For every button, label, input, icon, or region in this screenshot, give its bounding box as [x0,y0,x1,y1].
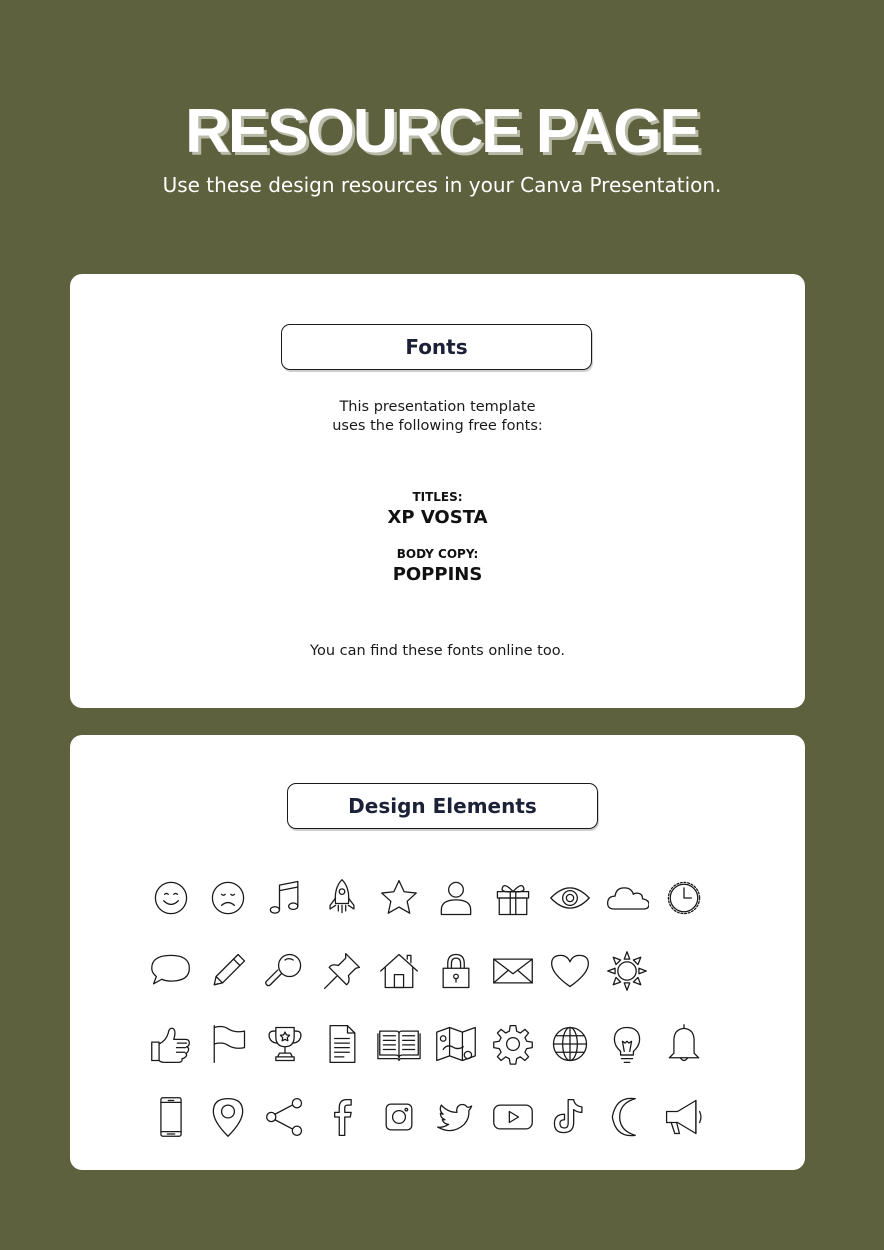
twitter-icon [427,1080,484,1153]
fonts-heading: Fonts [281,324,592,370]
thumbs-up-icon [142,1007,199,1080]
fonts-intro-line1: This presentation template [339,399,536,415]
body-copy-label: BODY COPY: [396,547,479,561]
smile-icon [142,861,199,934]
icon-grid [142,861,742,1153]
titles-font-name: XP VOSTA [387,507,488,528]
design-elements-card [70,735,805,1170]
speech-bubble-icon [142,934,199,1007]
sad-icon [199,861,256,934]
instagram-icon [370,1080,427,1153]
location-pin-icon [199,1080,256,1153]
home-icon [370,934,427,1007]
fonts-intro-line2: uses the following free fonts: [332,418,543,434]
sun-icon [598,934,655,1007]
page-title: RESOURCE PAGE [185,97,699,166]
eye-icon [541,861,598,934]
heart-icon [541,934,598,1007]
design-elements-heading: Design Elements [287,783,598,829]
map-icon [427,1007,484,1080]
facebook-icon [313,1080,370,1153]
bell-icon [655,1007,712,1080]
fonts-card [70,274,805,708]
cloud-icon [598,861,655,934]
lightbulb-icon [598,1007,655,1080]
tiktok-icon [541,1080,598,1153]
globe-icon [541,1007,598,1080]
rocket-icon [313,861,370,934]
star-icon [370,861,427,934]
youtube-icon [484,1080,541,1153]
fonts-note: You can find these fonts online too. [310,643,565,659]
music-note-icon [256,861,313,934]
flag-icon [199,1007,256,1080]
pushpin-icon [313,934,370,1007]
envelope-icon [484,934,541,1007]
page-subtitle: Use these design resources in your Canva Presentation. [162,173,722,197]
clock-icon [655,861,712,934]
body-copy-font-name: POPPINS [392,564,483,585]
titles-label: TITLES: [412,490,463,504]
placeholder-icon [655,934,712,1007]
book-icon [370,1007,427,1080]
gear-icon [484,1007,541,1080]
smartphone-icon [142,1080,199,1153]
trophy-icon [256,1007,313,1080]
fonts-intro [70,398,805,436]
share-icon [256,1080,313,1153]
padlock-icon [427,934,484,1007]
pencil-icon [199,934,256,1007]
magnifier-icon [256,934,313,1007]
user-icon [427,861,484,934]
gift-icon [484,861,541,934]
megaphone-icon [655,1080,712,1153]
document-icon [313,1007,370,1080]
moon-icon [598,1080,655,1153]
